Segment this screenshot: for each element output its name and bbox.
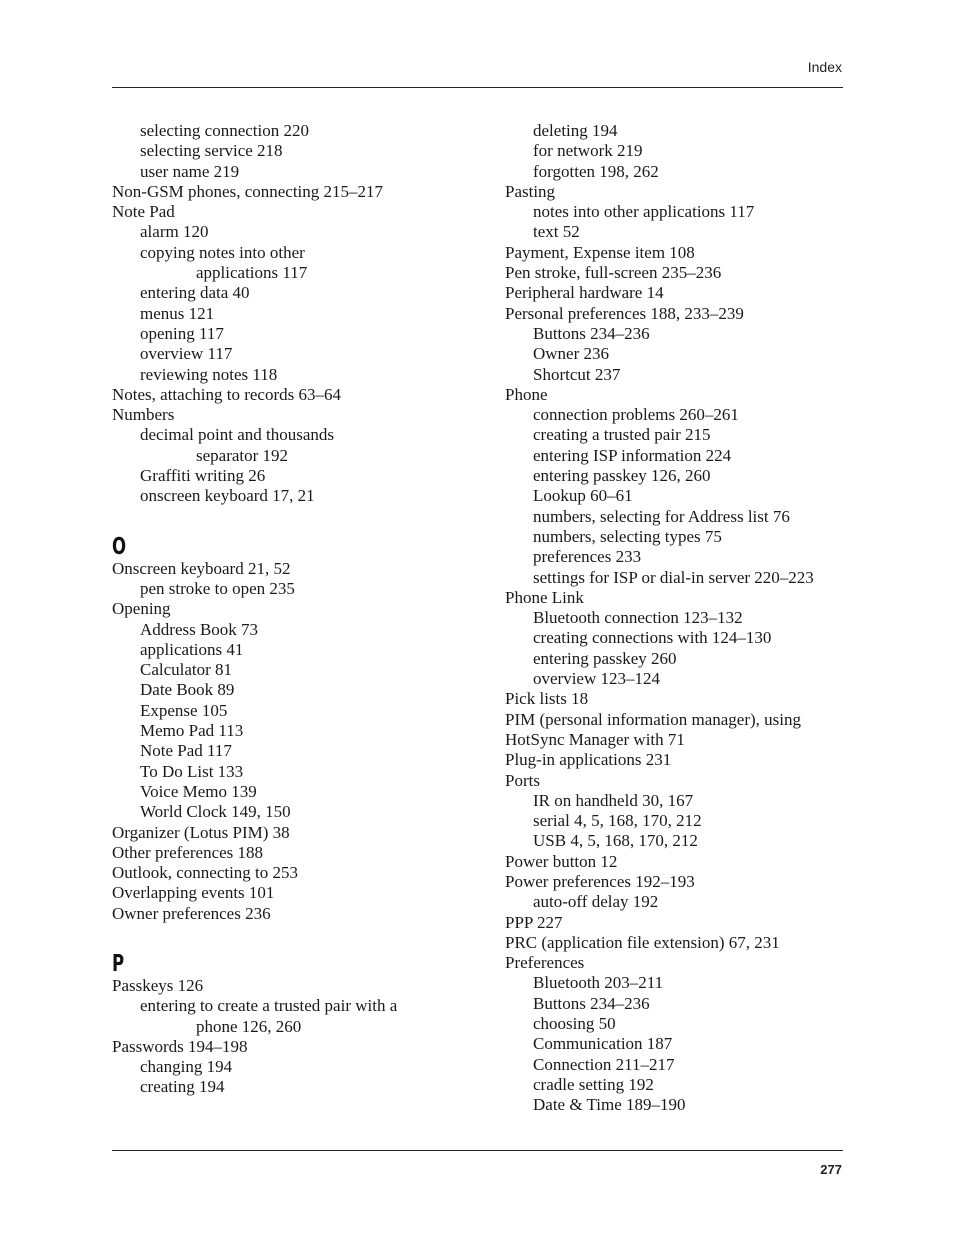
index-subentry: deleting 194 <box>533 121 618 140</box>
index-entry: Opening <box>112 599 171 619</box>
index-entry: Onscreen keyboard 21, 52 <box>112 558 291 578</box>
index-subentry: To Do List 133 <box>140 761 244 781</box>
index-entry: HotSync Manager with 71 <box>505 729 685 749</box>
index-subentry: Expense 105 <box>140 700 228 720</box>
index-subentry: separator 192 <box>196 445 289 465</box>
index-entry: Personal preferences 188, 233–239 <box>505 303 744 323</box>
index-entry: Pasting <box>505 181 556 201</box>
index-subentry: forgotten 198, 262 <box>533 161 659 181</box>
index-subentry: entering to create a trusted pair with a <box>140 996 398 1016</box>
index-subentry: Bluetooth connection 123–132 <box>533 608 743 628</box>
index-entry: Owner preferences 236 <box>112 903 271 923</box>
index-subentry: connection problems 260–261 <box>533 405 739 425</box>
index-subentry: overview 117 <box>140 344 233 364</box>
index-subentry: onscreen keyboard 17, 21 <box>140 486 315 506</box>
index-entry: Passwords 194–198 <box>112 1036 248 1056</box>
index-entry: Plug-in applications 231 <box>505 750 672 770</box>
index-subentry: entering passkey 260 <box>533 648 677 668</box>
index-entry: Note Pad <box>112 202 175 222</box>
index-subentry: Buttons 234–236 <box>533 323 650 343</box>
index-subentry: Memo Pad 113 <box>140 721 244 741</box>
index-subentry: Date Book 89 <box>140 680 235 700</box>
index-entry: Numbers <box>112 405 175 425</box>
running-header: Index <box>807 59 842 75</box>
section-letter: P <box>112 950 125 977</box>
index-entry: Organizer (Lotus PIM) 38 <box>112 822 290 842</box>
index-subentry: creating 194 <box>140 1077 225 1097</box>
index-entry: Other preferences 188 <box>112 842 264 862</box>
index-subentry: copying notes into other <box>140 242 305 262</box>
index-column-left <box>112 121 452 1098</box>
index-subentry: alarm 120 <box>140 222 209 242</box>
footer-rule <box>112 1150 843 1151</box>
index-subentry: IR on handheld 30, 167 <box>533 790 694 810</box>
index-subentry: Owner 236 <box>533 344 610 364</box>
index-entry: Power button 12 <box>505 851 618 871</box>
index-entry: Notes, attaching to records 63–64 <box>112 384 341 404</box>
index-subentry: overview 123–124 <box>533 669 661 689</box>
index-entry: PPP 227 <box>505 912 563 932</box>
index-subentry: World Clock 149, 150 <box>140 802 291 822</box>
index-entry: Outlook, connecting to 253 <box>112 863 299 883</box>
index-subentry: Note Pad 117 <box>140 741 232 761</box>
index-entry: Overlapping events 101 <box>112 883 275 903</box>
index-subentry: pen stroke to open 235 <box>140 578 295 598</box>
index-subentry: Calculator 81 <box>140 660 233 680</box>
index-entry: Pen stroke, full-screen 235–236 <box>505 263 722 283</box>
index-subentry: Graffiti writing 26 <box>140 466 266 486</box>
index-subentry: cradle setting 192 <box>533 1074 654 1094</box>
index-subentry: creating a trusted pair 215 <box>533 425 711 445</box>
index-entry: Power preferences 192–193 <box>505 871 695 891</box>
index-subentry: Communication 187 <box>533 1034 673 1054</box>
index-subentry: choosing 50 <box>533 1014 616 1034</box>
index-subentry: numbers, selecting types 75 <box>533 526 722 546</box>
index-subentry: serial 4, 5, 168, 170, 212 <box>533 811 702 831</box>
index-subentry: Date & Time 189–190 <box>533 1095 686 1115</box>
index-subentry: notes into other applications 117 <box>533 202 755 222</box>
index-subentry: Address Book 73 <box>140 619 259 639</box>
index-subentry: entering passkey 126, 260 <box>533 466 711 486</box>
index-subentry: for network 219 <box>533 141 643 161</box>
index-subentry: Voice Memo 139 <box>140 781 257 801</box>
index-subentry: phone 126, 260 <box>196 1016 302 1036</box>
section-letter: O <box>112 533 127 560</box>
index-entry: Passkeys 126 <box>112 975 204 995</box>
index-subentry: Bluetooth 203–211 <box>533 973 664 993</box>
index-subentry: settings for ISP or dial-in server 220–223 <box>533 567 814 587</box>
index-entry: Preferences <box>505 953 585 973</box>
index-subentry: USB 4, 5, 168, 170, 212 <box>533 831 698 851</box>
index-subentry: text 52 <box>533 222 580 242</box>
index-entry: Payment, Expense item 108 <box>505 242 695 262</box>
index-entry: PIM (personal information manager), using <box>505 709 802 729</box>
index-entry: Ports <box>505 770 540 790</box>
index-subentry: Connection 211–217 <box>533 1054 675 1074</box>
index-subentry: auto-off delay 192 <box>533 892 659 912</box>
index-entry: Non-GSM phones, connecting 215–217 <box>112 181 384 201</box>
page-number: 277 <box>820 1162 842 1177</box>
index-subentry: Shortcut 237 <box>533 364 621 384</box>
index-subentry: Lookup 60–61 <box>533 486 633 506</box>
index-subentry: user name 219 <box>140 161 240 181</box>
index-entry: PRC (application file extension) 67, 231 <box>505 932 780 952</box>
index-subentry: applications 117 <box>196 263 308 283</box>
index-subentry: changing 194 <box>140 1057 233 1077</box>
index-entry: Phone <box>505 384 548 404</box>
index-subentry: menus 121 <box>140 303 215 323</box>
index-entry: Phone Link <box>505 587 584 607</box>
index-column-right <box>505 121 845 1116</box>
index-subentry: opening 117 <box>140 323 224 343</box>
index-subentry: decimal point and thousands <box>140 425 335 445</box>
index-entry: Peripheral hardware 14 <box>505 283 664 303</box>
index-subentry: selecting service 218 <box>140 141 283 161</box>
index-subentry: applications 41 <box>140 639 244 659</box>
index-subentry: selecting connection 220 <box>140 121 310 140</box>
header-rule <box>112 87 843 88</box>
index-subentry: Buttons 234–236 <box>533 993 650 1013</box>
index-subentry: entering data 40 <box>140 283 250 303</box>
index-subentry: reviewing notes 118 <box>140 364 278 384</box>
index-subentry: creating connections with 124–130 <box>533 628 772 648</box>
index-subentry: numbers, selecting for Address list 76 <box>533 506 790 526</box>
index-subentry: entering ISP information 224 <box>533 445 732 465</box>
index-entry: Pick lists 18 <box>505 689 589 709</box>
index-subentry: preferences 233 <box>533 547 642 567</box>
